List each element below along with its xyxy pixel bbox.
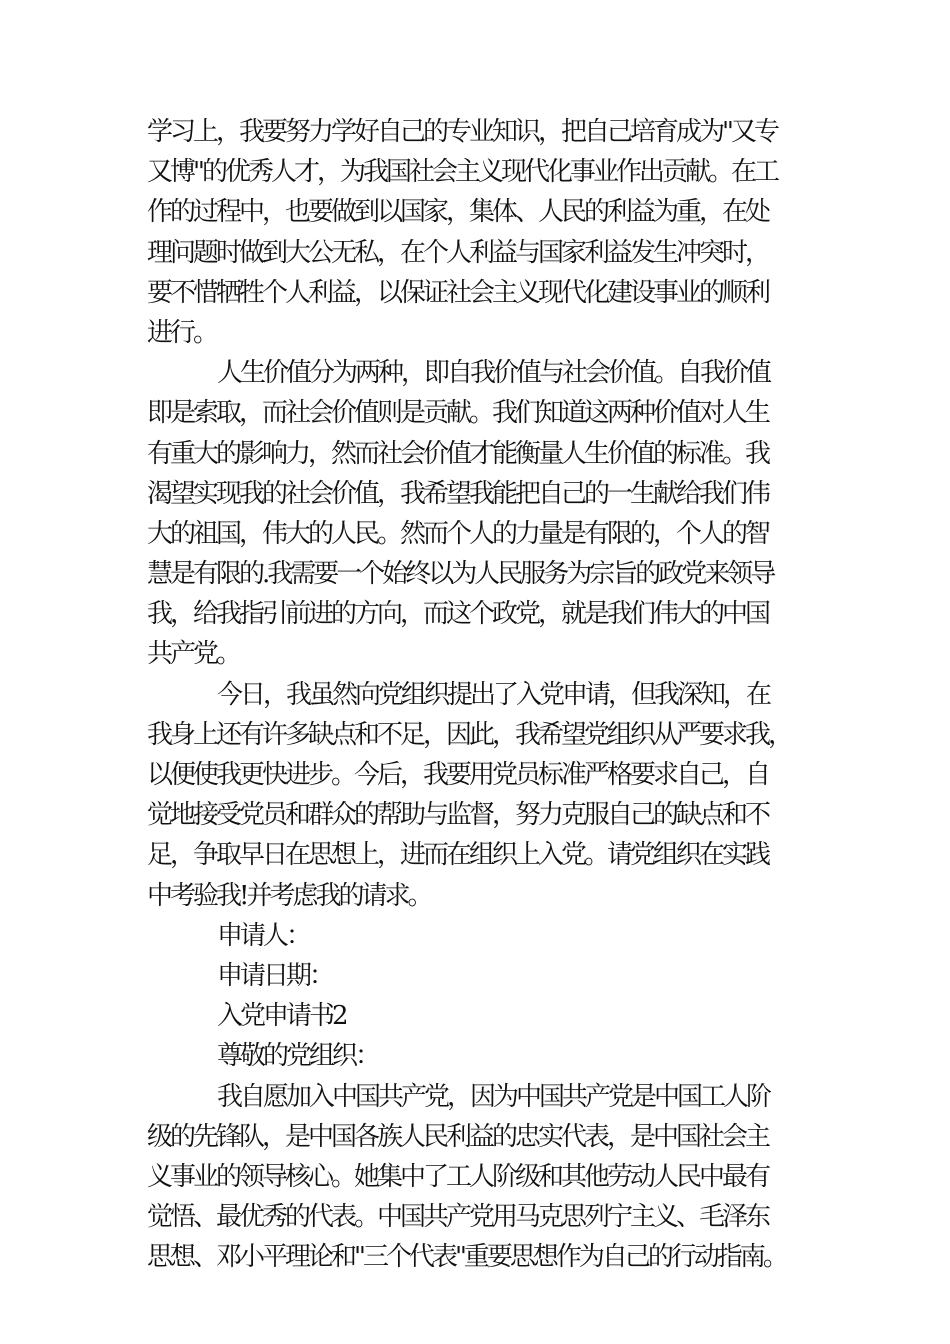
document-line: 申请人： <box>217 920 310 951</box>
document-line: 思想、邓小平理论和"三个代表"重要思想作为自己的行动指南。 <box>147 1242 786 1273</box>
document-line: 又博"的优秀人才，为我国社会主义现代化事业作出贡献。在工 <box>147 157 777 188</box>
document-line: 中考验我!并考虑我的请求。 <box>147 880 431 911</box>
document-line: 级的先锋队，是中国各族人民利益的忠实代表，是中国社会主 <box>147 1121 769 1152</box>
document-line: 共产党。 <box>147 639 240 670</box>
document-line: 要不惜牺牲个人利益，以保证社会主义现代化建设事业的顺利 <box>147 277 769 308</box>
document-line: 觉悟、最优秀的代表。中国共产党用马克思列宁主义、毛泽东 <box>147 1202 769 1233</box>
document-line: 理问题时做到大公无私，在个人利益与国家利益发生冲突时， <box>147 237 769 268</box>
document-line: 即是索取，而社会价值则是贡献。我们知道这两种价值对人生 <box>147 398 769 429</box>
document-line: 作的过程中，也要做到以国家，集体、人民的利益为重，在处 <box>147 197 769 228</box>
document-line: 大的祖国，伟大的人民。然而个人的力量是有限的，个人的智 <box>147 518 769 549</box>
document-line: 以便使我更快进步。今后，我要用党员标准严格要求自己，自 <box>147 760 769 790</box>
document-line: 学习上，我要努力学好自己的专业知识，把自己培育成为"又专 <box>147 117 777 147</box>
document-line: 进行。 <box>147 317 217 348</box>
document-line: 人生价值分为两种，即自我价值与社会价值。自我价值 <box>217 358 770 389</box>
document-line: 足，争取早日在思想上，进而在组织上入党。请党组织在实践 <box>147 840 769 871</box>
document-line: 有重大的影响力，然而社会价值才能衡量人生价值的标准。我 <box>147 438 769 469</box>
document-line: 我身上还有许多缺点和不足，因此，我希望党组织从严要求我， <box>147 719 792 750</box>
document-line: 我，给我指引前进的方向，而这个政党，就是我们伟大的中国 <box>147 599 769 630</box>
document-line: 我自愿加入中国共产党，因为中国共产党是中国工人阶 <box>217 1081 770 1112</box>
document-line: 今日，我虽然向党组织提出了入党申请，但我深知，在 <box>217 679 770 710</box>
document-line: 觉地接受党员和群众的帮助与监督，努力克服自己的缺点和不 <box>147 800 769 831</box>
document-line: 尊敬的党组织： <box>217 1041 379 1072</box>
document-body <box>147 112 807 1277</box>
document-line: 申请日期： <box>217 960 333 991</box>
document-line: 入党申请书2 <box>217 1001 346 1032</box>
document-line: 渴望实现我的社会价值，我希望我能把自己的一生献给我们伟 <box>147 478 769 509</box>
document-line: 义事业的领导核心。她集中了工人阶级和其他劳动人民中最有 <box>147 1161 769 1192</box>
document-line: 慧是有限的.我需要一个始终以为人民服务为宗旨的政党来领导 <box>147 559 774 590</box>
